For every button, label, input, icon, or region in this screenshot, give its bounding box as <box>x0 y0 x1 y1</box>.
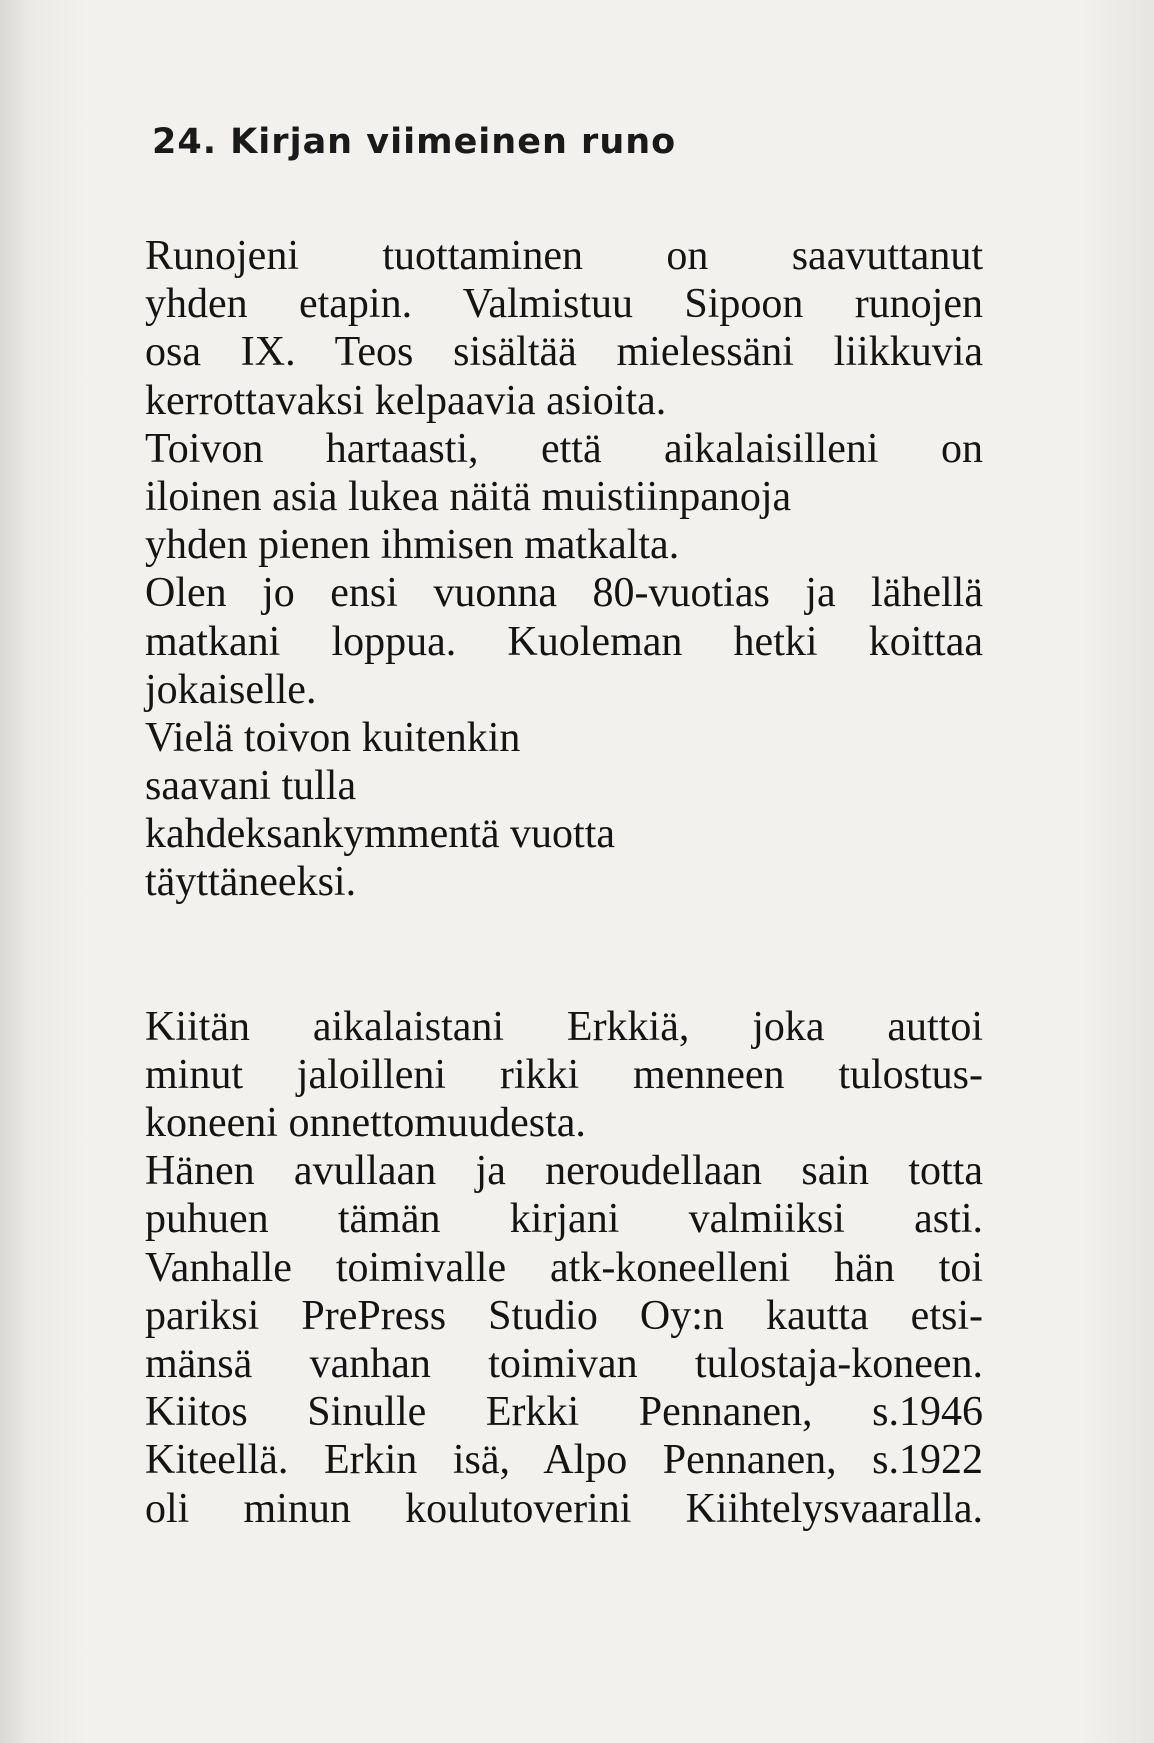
text-line: saavani tulla <box>145 763 357 810</box>
text-line: minut jaloilleni rikki menneen tulostus- <box>145 1051 983 1098</box>
chapter-heading: 24. Kirjan viimeinen runo <box>152 122 677 162</box>
text-line: Hänen avullaan ja neroudellaan sain totta <box>145 1148 983 1195</box>
text-line: iloinen asia lukea näitä muistiinpanoja <box>145 473 792 520</box>
text-line: yhden pienen ihmisen matkalta. <box>145 522 680 569</box>
text-line: täyttäneeksi. <box>145 859 357 906</box>
text-line: Kiitän aikalaistani Erkkiä, joka auttoi <box>145 1003 983 1050</box>
text-line: puhuen tämän kirjani valmiiksi asti. <box>145 1196 983 1243</box>
text-line: matkani loppua. Kuoleman hetki koittaa <box>145 618 983 665</box>
paragraph-thanks <box>145 1003 983 1533</box>
body-text <box>145 232 983 1533</box>
text-line: mänsä vanhan toimivan tulostaja-koneen. <box>145 1340 983 1387</box>
text-line: Vanhalle toimivalle atk-koneelleni hän toi <box>145 1244 983 1291</box>
text-line: jokaiselle. <box>145 666 317 713</box>
text-line: Toivon hartaasti, että aikalaisilleni on <box>145 425 983 472</box>
text-line: Olen jo ensi vuonna 80-vuotias ja lähellä <box>145 570 983 617</box>
text-line: Kiteellä. Erkin isä, Alpo Pennanen, s.1922 <box>145 1437 983 1484</box>
paragraph-gap <box>145 907 983 1003</box>
text-line: Kiitos Sinulle Erkki Pennanen, s.1946 <box>145 1389 983 1436</box>
text-line: Runojeni tuottaminen on saavuttanut <box>145 233 983 279</box>
text-line: Vielä toivon kuitenkin <box>145 714 521 761</box>
text-line: osa IX. Teos sisältää mielessäni liikkuvia <box>145 329 983 376</box>
text-line: kahdeksankymmentä vuotta <box>145 811 616 858</box>
text-line: pariksi PrePress Studio Oy:n kautta etsi- <box>145 1292 983 1339</box>
paragraph-poem-intro <box>145 232 983 907</box>
text-line: oli minun koulutoverini Kiihtelysvaaralla. <box>145 1485 983 1532</box>
text-line: koneeni onnettomuudesta. <box>145 1100 586 1146</box>
text-line: yhden etapin. Valmistuu Sipoon runojen <box>145 281 983 328</box>
text-line: kerrottavaksi kelpaavia asioita. <box>145 377 667 424</box>
